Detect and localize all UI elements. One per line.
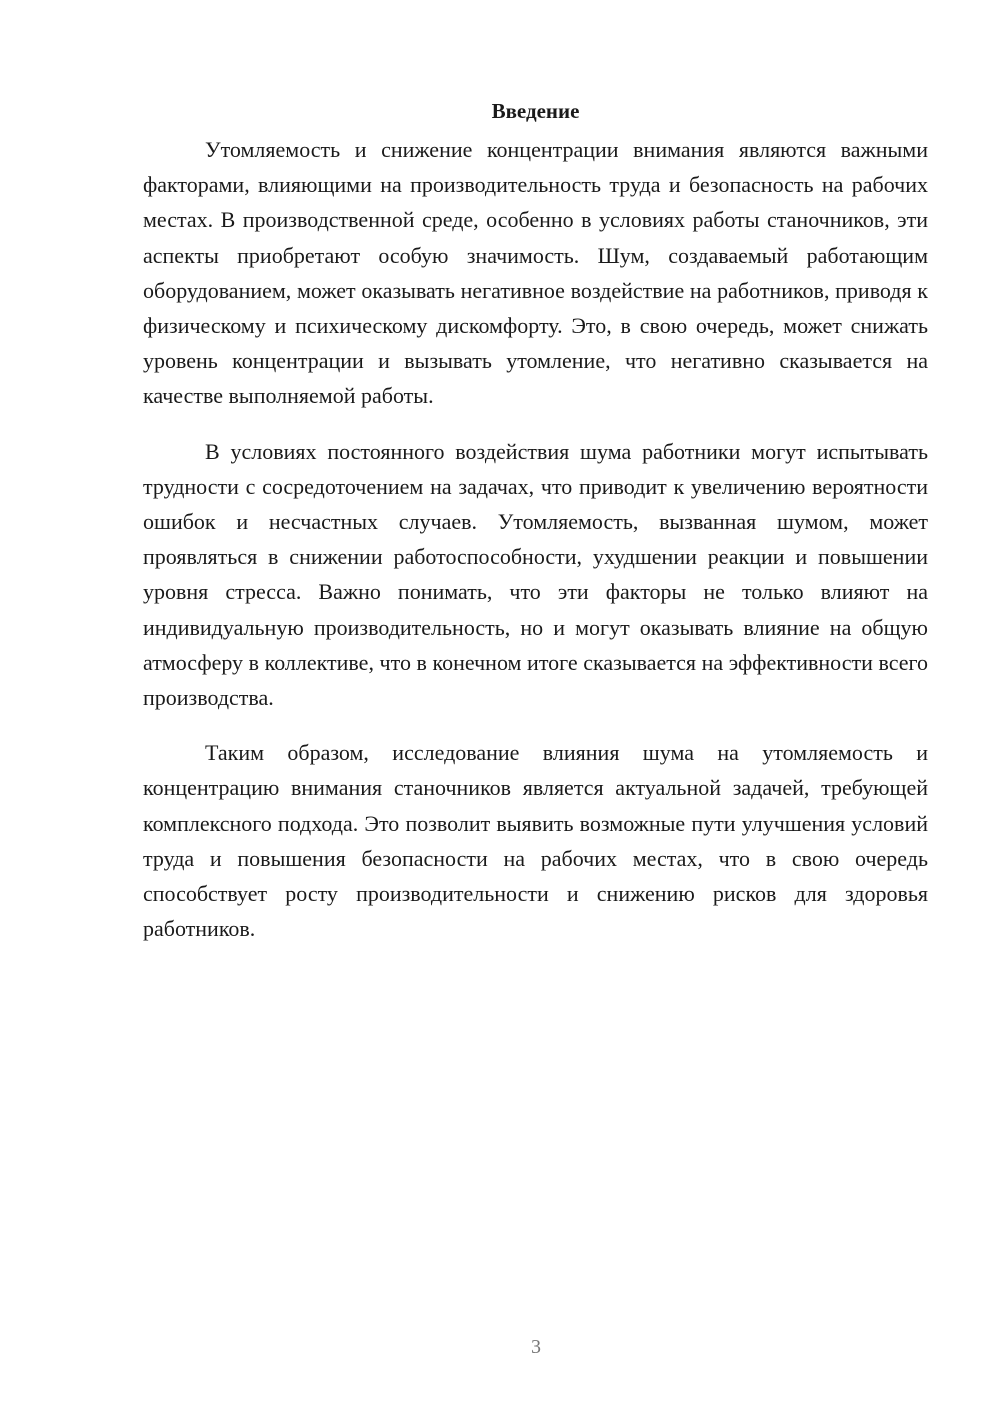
section-title: Введение <box>491 99 580 123</box>
page-content <box>143 96 928 966</box>
paragraph-3: Таким образом, исследование влияния шума на утомляемость и концентрацию внимания станочников является актуальной задачей, требующей комплексного подхода. Это позволит выявить возможные пути улучшения условий труда и повышения безопасности на рабочих местах, что в свою очередь способствует росту производительности и снижению рисков для здоровья работников. <box>143 740 928 942</box>
paragraph-2: В условиях постоянного воздействия шума работники могут испытывать трудности с сосредоточением на задачах, что приводит к увеличению вероятности ошибок и несчастных случаев. Утомляемость, вызванная шумом, может проявляться в снижении работоспособности, ухудшении реакции и повышении уровня стресса. Важно понимать, что эти факторы не только влияют на индивидуальную производительность, но и могут оказывать влияние на общую атмосферу в коллективе, что в конечном итоге сказывается на эффективности всего производства. <box>143 438 928 711</box>
paragraph-1: Утомляемость и снижение концентрации внимания являются важными факторами, влияющими на производительность труда и безопасность на рабочих местах. В производственной среде, особенно в условиях работы станочников, эти аспекты приобретают особую значимость. Шум, создаваемый работающим оборудованием, может оказывать негативное воздействие на работников, приводя к физическому и психическому дискомфорту. Это, в свою очередь, может снижать уровень концентрации и вызывать утомление, что негативно сказывается на качестве выполняемой работы. <box>143 137 928 409</box>
page-number: 3 <box>531 1336 541 1358</box>
